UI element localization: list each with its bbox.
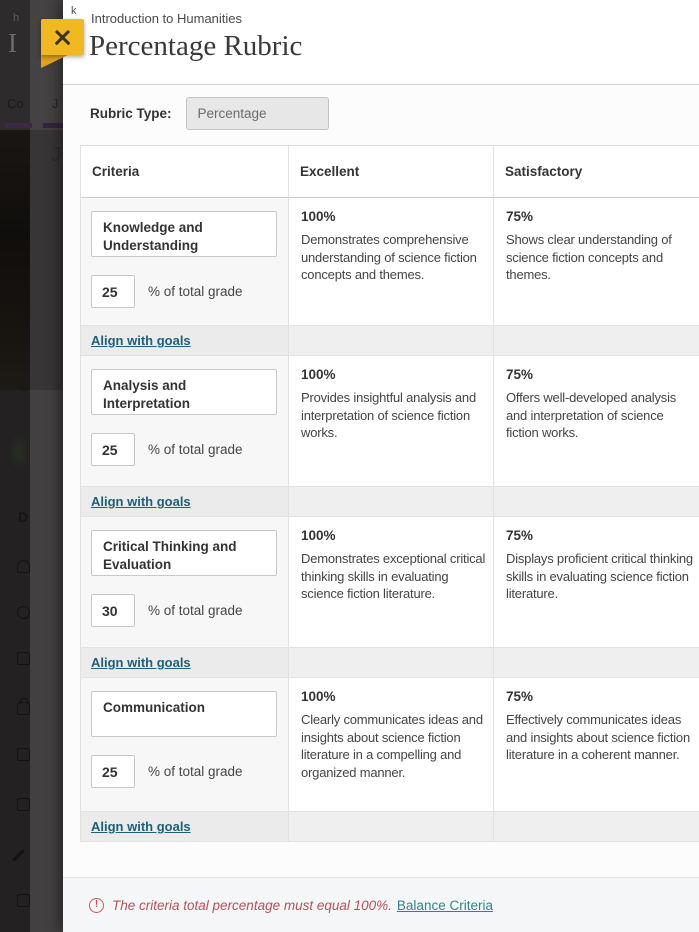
level-percent: 100% [301,367,336,382]
align-row [81,647,699,678]
background-heading-fragment: J [51,144,61,166]
align-cell-empty [494,812,699,841]
grade-suffix-label: % of total grade [148,442,243,457]
document-icon [17,798,30,811]
background-page-left-column [0,0,30,932]
balance-criteria-link[interactable]: Balance Criteria [396,897,493,913]
table-row [81,356,699,486]
align-cell-empty [289,812,494,841]
person-icon [17,560,30,573]
criterion-cell [81,678,289,811]
clock-icon [17,606,30,619]
level-percent: 100% [301,689,336,704]
level-percent: 100% [301,528,336,543]
background-image-fragment [8,432,30,472]
level-description: Clearly communicates ideas and insights about science fiction literature in a compelling and organized manner. [301,712,483,781]
level-percent: 100% [301,209,336,224]
align-cell-empty [289,487,494,516]
excellent-cell [289,356,494,486]
align-cell-empty [494,487,699,516]
level-description: Displays proficient critical thinking skills in evaluating science fiction literature. [506,551,693,602]
grade-line [91,433,278,466]
column-header-excellent: Excellent [289,146,494,198]
background-content-segment [30,390,63,932]
image-icon [17,652,30,665]
background-tab-fragment-1: Co [7,96,24,111]
grade-suffix-label: % of total grade [148,284,243,299]
table-row [81,198,699,325]
align-row [81,811,699,842]
criterion-name-input[interactable] [91,530,277,576]
background-banner-image [0,130,30,390]
align-with-goals-link[interactable]: Align with goals [91,333,191,348]
excellent-cell [289,517,494,647]
error-message: The criteria total percentage must equal 100%. [112,897,392,913]
align-cell-empty [494,326,699,355]
alert-circle-icon: ! [89,898,104,913]
close-button[interactable] [41,19,84,55]
level-description: Demonstrates comprehensive understanding of science fiction concepts and themes. [301,232,477,283]
level-description: Provides insightful analysis and interpretation of science fiction works. [301,390,476,441]
level-percent: 75% [506,209,534,224]
table-header-row [81,146,699,198]
align-cell-empty [289,326,494,355]
align-row [81,486,699,517]
close-button-fold [41,55,68,68]
level-description: Demonstrates exceptional critical thinking skills in evaluating science fiction literature. [301,551,486,602]
align-row [81,325,699,356]
background-section-fragment: C [19,378,30,394]
criterion-cell [81,356,289,486]
level-description: Offers well-developed analysis and interpretation of science fiction works. [506,390,677,441]
background-text-fragment: k [71,5,77,17]
satisfactory-cell [494,517,699,647]
align-cell [81,812,289,841]
satisfactory-cell [494,678,699,811]
column-header-satisfactory: Satisfactory [494,146,699,198]
dialog-footer [63,877,699,932]
level-description: Shows clear understanding of science fiction concepts and themes. [506,232,672,283]
excellent-cell [289,198,494,325]
align-cell [81,648,289,677]
level-percent: 75% [506,367,534,382]
table-row [81,678,699,811]
criterion-percent-input[interactable] [91,755,135,788]
modal-backdrop-overlay [0,0,63,932]
align-cell-empty [289,648,494,677]
align-with-goals-link[interactable]: Align with goals [91,655,191,670]
card-icon [17,748,30,761]
background-page-content-column [30,0,63,932]
background-tab-underline [5,123,32,128]
grade-suffix-label: % of total grade [148,603,243,618]
lock-icon [17,702,30,715]
level-percent: 75% [506,689,534,704]
criterion-name-input[interactable] [91,691,277,737]
level-description: Effectively communicates ideas and insights about science fiction literature in a coherent manner. [506,712,690,763]
column-header-criteria: Criteria [81,146,289,198]
criterion-percent-input[interactable] [91,433,135,466]
grade-line [91,755,278,788]
background-page-title-fragment: I [8,28,17,58]
satisfactory-cell [494,198,699,325]
align-cell [81,487,289,516]
excellent-cell [289,678,494,811]
rubric-type-row [90,97,329,130]
background-tab-underline [43,123,63,128]
grade-line [91,594,278,627]
background-tab-fragment-2: J [52,96,59,111]
background-banner-image [30,130,63,390]
criterion-cell [81,198,289,325]
grade-suffix-label: % of total grade [148,764,243,779]
dialog-header [63,0,699,85]
level-percent: 75% [506,528,534,543]
align-with-goals-link[interactable]: Align with goals [91,494,191,509]
criterion-name-input[interactable] [91,369,277,415]
align-with-goals-link[interactable]: Align with goals [91,819,191,834]
grade-line [91,275,278,308]
satisfactory-cell [494,356,699,486]
criterion-name-input[interactable] [91,211,277,257]
document-settings-icon [17,894,30,907]
rubric-type-input [186,97,329,130]
criterion-cell [81,517,289,647]
table-row [81,517,699,647]
background-section-fragment: D [18,509,29,525]
align-cell [81,326,289,355]
criterion-percent-input[interactable] [91,275,135,308]
criterion-percent-input[interactable] [91,594,135,627]
percentage-rubric-dialog [63,0,699,932]
rubric-type-label: Rubric Type: [90,106,172,121]
align-cell-empty [494,648,699,677]
rubric-criteria-table [80,145,699,842]
dialog-title: Percentage Rubric [89,30,303,62]
course-title: Introduction to Humanities [91,11,243,26]
background-breadcrumb-fragment: h [13,12,20,24]
